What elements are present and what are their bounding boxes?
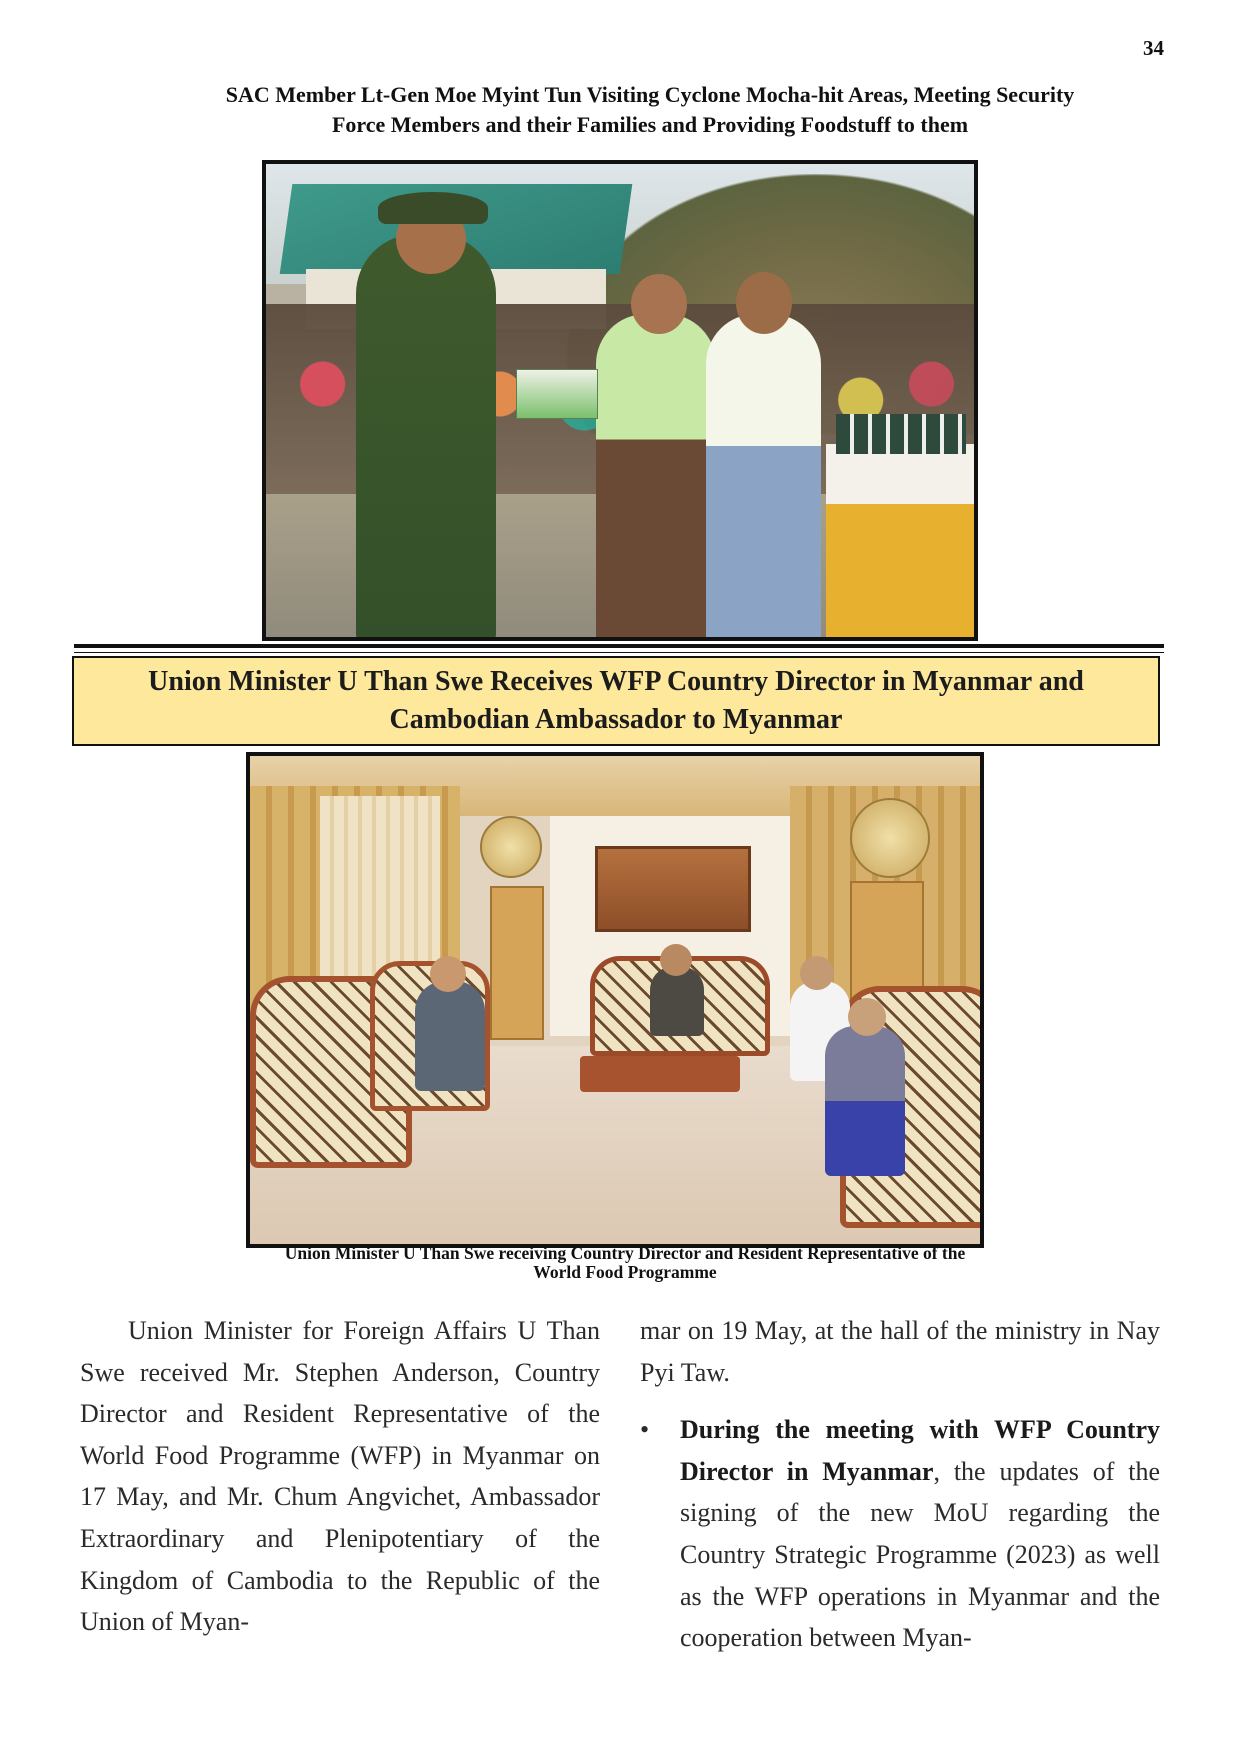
photo1-caption bbox=[150, 80, 1150, 140]
photo2-host-head bbox=[660, 944, 692, 976]
photo1-caption-line2: Force Members and their Families and Providing Foodstuff to them bbox=[331, 112, 969, 137]
photo2-medallion-right bbox=[850, 798, 930, 878]
section-divider-thick bbox=[74, 644, 1164, 648]
headline-box bbox=[72, 656, 1160, 746]
photo2-guest-head bbox=[430, 956, 466, 992]
photo1-table bbox=[826, 444, 978, 641]
photo1-woman-white-head bbox=[736, 272, 792, 334]
photo2-caption bbox=[210, 1244, 1040, 1282]
article-paragraph-2: mar on 19 May, at the hall of the ministry in Nay Pyi Taw. bbox=[640, 1316, 1160, 1387]
photo1-hat bbox=[378, 192, 488, 224]
bullet-item bbox=[640, 1409, 1160, 1659]
headline bbox=[148, 663, 1084, 739]
photo2-official-2-head bbox=[848, 998, 886, 1036]
photo1-caption-line1: SAC Member Lt-Gen Moe Myint Tun Visiting Cyclone Mocha-hit Areas, Meeting Security bbox=[225, 82, 1075, 107]
article-column-right bbox=[640, 1310, 1160, 1659]
photo2-caption-line1: Union Minister U Than Swe receiving Country Director and Resident Representative of the bbox=[284, 1243, 966, 1263]
headline-line1: Union Minister U Than Swe Receives WFP Country Director in Myanmar and bbox=[148, 666, 1084, 697]
photo-reception-hall bbox=[246, 752, 984, 1248]
photo2-official-1-head bbox=[800, 956, 834, 990]
photo2-carved-panel bbox=[595, 846, 751, 932]
headline-line2: Cambodian Ambassador to Myanmar bbox=[389, 704, 843, 735]
photo2-guest bbox=[415, 981, 485, 1091]
photo2-host bbox=[650, 966, 704, 1036]
photo1-woman-green bbox=[596, 314, 716, 641]
section-divider-thin bbox=[74, 652, 1164, 653]
article-column-left bbox=[80, 1310, 600, 1643]
photo1-woman-white bbox=[706, 314, 821, 641]
bullet-lead: During the meeting with WFP Country Director in Myanmar bbox=[680, 1415, 1160, 1486]
article-paragraph-1: Union Minister for Foreign Affairs U Than Swe received Mr. Stephen Anderson, Country Director and Resident Representative of the World Food Programme (WFP) in Myanmar on 17 May, and Mr. Chum Angvichet, Ambassador Extraordinary and Plenipotentiary of the Kingdom of Cambodia to the Republic of the Union of Myan- bbox=[80, 1316, 600, 1637]
bullet-dot: • bbox=[640, 1415, 650, 1445]
photo2-caption-line2: World Food Programme bbox=[533, 1262, 717, 1282]
photo-foodstuff-distribution bbox=[262, 160, 978, 641]
photo1-food-box bbox=[516, 369, 598, 419]
photo2-medallion-left bbox=[480, 816, 542, 878]
bullet-text: , the updates of the signing of the new MoU regarding the Country Strategic Programme (2023) as well as the WFP operations in Myanmar and the cooperation between Myan- bbox=[680, 1456, 1161, 1653]
photo1-officer bbox=[356, 234, 496, 641]
photo2-coffee-table bbox=[580, 1056, 740, 1092]
page-number: 34 bbox=[1143, 36, 1164, 60]
photo2-door-left bbox=[490, 886, 544, 1040]
photo1-woman-green-head bbox=[631, 274, 687, 334]
photo1-cans bbox=[836, 414, 966, 454]
photo2-official-2 bbox=[825, 1026, 905, 1176]
